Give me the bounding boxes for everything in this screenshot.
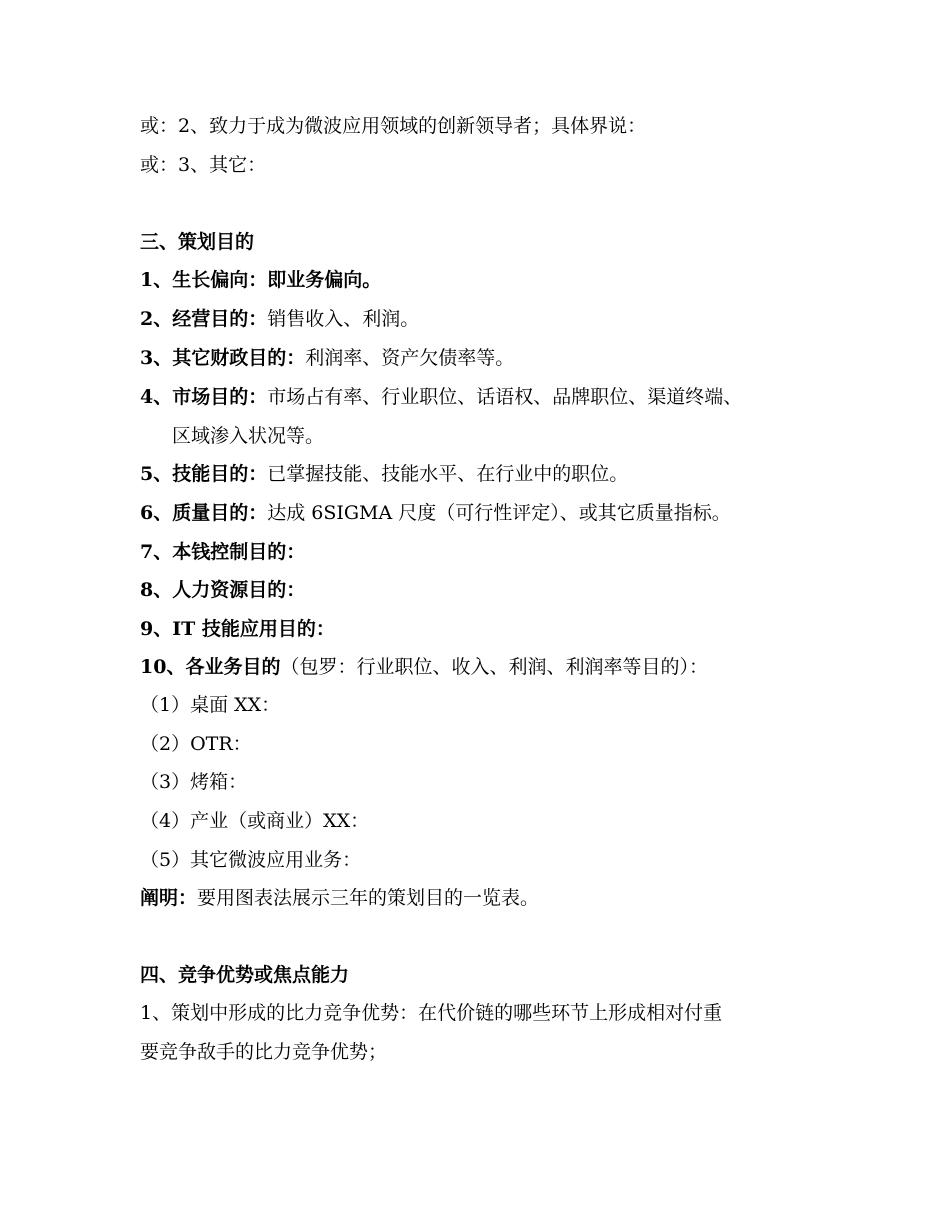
item-8-text: 8、人力资源目的： bbox=[140, 579, 306, 601]
item-5-line bbox=[140, 462, 628, 486]
item-7-text: 7、本钱控制目的： bbox=[140, 541, 306, 563]
item-5-label: 5、技能目的： bbox=[140, 463, 268, 485]
option-3-text: 或：3、其它： bbox=[140, 154, 267, 176]
sub-item-5 bbox=[140, 848, 361, 872]
note-label: 阐明： bbox=[140, 887, 198, 909]
section-3-heading bbox=[140, 230, 254, 254]
section-4-item-1 bbox=[140, 1001, 722, 1025]
item-9-line bbox=[140, 617, 335, 641]
note-line bbox=[140, 886, 539, 910]
item-4-label: 4、市场目的： bbox=[140, 386, 268, 408]
section-4-item-1-cont-text: 要竞争敌手的比力竞争优势； bbox=[140, 1041, 388, 1063]
item-1-text: 1、生长偏向：即业务偏向。 bbox=[140, 269, 382, 291]
item-2-label: 2、经营目的： bbox=[140, 308, 268, 330]
item-8-line bbox=[140, 578, 305, 602]
item-7-line bbox=[140, 540, 305, 564]
item-3-line bbox=[140, 346, 514, 370]
section-3-title: 三、策划目的 bbox=[140, 231, 255, 253]
sub-item-1 bbox=[140, 693, 280, 717]
option-2-text: 或：2、致力于成为微波应用领域的创新领导者；具体界说： bbox=[140, 115, 647, 137]
sub-item-3 bbox=[140, 770, 247, 794]
sub-item-1-text: （1）桌面 XX： bbox=[140, 694, 281, 716]
option-3-line bbox=[140, 153, 266, 177]
option-2-line bbox=[140, 114, 646, 138]
item-5-text: 已掌握技能、技能水平、在行业中的职位。 bbox=[267, 463, 629, 485]
item-10-label: 10、各业务目的 bbox=[140, 656, 281, 678]
sub-item-2 bbox=[140, 732, 252, 756]
section-4-item-1-text: 1、策划中形成的比力竞争优势：在代价链的哪些环节上形成相对付重 bbox=[140, 1002, 723, 1024]
note-text: 要用图表法展示三年的策划目的一览表。 bbox=[197, 887, 540, 909]
section-4-title: 四、竞争优势或焦点能力 bbox=[140, 964, 350, 986]
item-3-text: 利润率、资产欠债率等。 bbox=[305, 347, 515, 369]
item-10-line bbox=[140, 655, 708, 679]
item-6-text: 达成 6SIGMA 尺度（可行性评定）、或其它质量指标。 bbox=[267, 502, 731, 524]
item-4-continuation bbox=[172, 424, 324, 448]
item-1-line bbox=[140, 268, 381, 292]
item-3-label: 3、其它财政目的： bbox=[140, 347, 306, 369]
sub-item-4 bbox=[140, 809, 369, 833]
sub-item-4-text: （4）产业（或商业）XX： bbox=[140, 810, 370, 832]
section-4-heading bbox=[140, 963, 349, 987]
item-10-text: （包罗：行业职位、收入、利润、利润率等目的）： bbox=[280, 656, 708, 678]
sub-item-5-text: （5）其它微波应用业务： bbox=[140, 849, 362, 871]
item-4-line bbox=[140, 385, 742, 409]
sub-item-2-text: （2）OTR： bbox=[140, 733, 252, 755]
item-6-label: 6、质量目的： bbox=[140, 502, 268, 524]
item-4-cont-text: 区域渗入状况等。 bbox=[172, 425, 325, 447]
section-4-item-1-continuation bbox=[140, 1040, 387, 1064]
item-9-text: 9、IT 技能应用目的： bbox=[140, 618, 335, 640]
item-4-text: 市场占有率、行业职位、话语权、品牌职位、渠道终端、 bbox=[267, 386, 743, 408]
item-6-line bbox=[140, 501, 731, 525]
item-2-text: 销售收入、利润。 bbox=[267, 308, 420, 330]
item-2-line bbox=[140, 307, 419, 331]
sub-item-3-text: （3）烤箱： bbox=[140, 771, 248, 793]
